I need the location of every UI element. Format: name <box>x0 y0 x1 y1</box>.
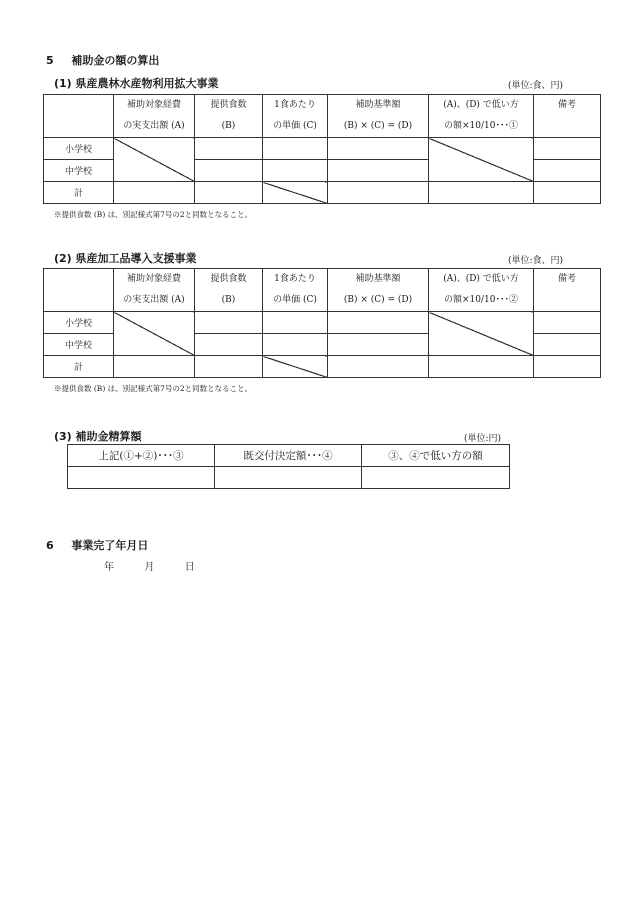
section-6-heading <box>46 537 148 553</box>
input-cell[interactable] <box>534 356 601 378</box>
header-cell: (A)、(D) で低い方 の額×10/10･･･② <box>429 269 534 312</box>
year-label: 年 <box>104 562 114 573</box>
table1-header-row <box>44 95 601 138</box>
table2-note: ※提供食数 (B) は、別記様式第7号の2と同数となること。 <box>54 384 253 393</box>
row-label: 中学校 <box>44 334 114 356</box>
table2-unit: (単位:食、円) <box>508 256 564 266</box>
input-cell[interactable] <box>215 467 362 489</box>
header-cell: 備考 <box>534 95 601 138</box>
slashed-cell <box>263 182 328 204</box>
input-cell[interactable] <box>263 138 328 160</box>
input-cell[interactable] <box>328 160 429 182</box>
header-cell: 補助対象経費 の実支出額 (A) <box>114 95 195 138</box>
table3-title: (3) 補助金精算額 <box>54 430 142 443</box>
table3-header-row <box>68 445 510 467</box>
input-cell[interactable] <box>263 312 328 334</box>
table-row <box>44 138 601 160</box>
input-cell[interactable] <box>195 334 263 356</box>
row-label: 中学校 <box>44 160 114 182</box>
input-cell[interactable] <box>195 138 263 160</box>
input-cell[interactable] <box>534 182 601 204</box>
input-cell[interactable] <box>328 138 429 160</box>
slashed-cell <box>429 312 534 356</box>
header-cell: 提供食数 (B) <box>195 95 263 138</box>
header-cell: 既交付決定額･･･④ <box>215 445 362 467</box>
table-row <box>44 356 601 378</box>
row-label: 計 <box>44 182 114 204</box>
input-cell[interactable] <box>328 334 429 356</box>
table2-header-row <box>44 269 601 312</box>
header-cell: 1食あたり の単価 (C) <box>263 269 328 312</box>
input-cell[interactable] <box>534 160 601 182</box>
slashed-cell <box>263 356 328 378</box>
input-cell[interactable] <box>263 334 328 356</box>
table2 <box>43 268 601 378</box>
input-cell[interactable] <box>429 182 534 204</box>
table1-title: (1) 県産農林水産物利用拡大事業 <box>54 77 219 90</box>
section-title: 事業完了年月日 <box>71 539 149 552</box>
input-cell[interactable] <box>534 334 601 356</box>
header-cell: 提供食数 (B) <box>195 269 263 312</box>
month-label: 月 <box>144 562 155 573</box>
header-cell: 1食あたり の単価 (C) <box>263 95 328 138</box>
header-cell: 補助基準額 (B) × (C) = (D) <box>328 95 429 138</box>
section-5-heading <box>46 52 159 68</box>
input-cell[interactable] <box>534 138 601 160</box>
section-title: 補助金の額の算出 <box>71 54 160 67</box>
table2-title: (2) 県産加工品導入支援事業 <box>54 252 197 265</box>
table1-note: ※提供食数 (B) は、別記様式第7号の2と同数となること。 <box>54 210 253 219</box>
table3 <box>67 444 510 489</box>
header-cell: ③、④で低い方の額 <box>362 445 510 467</box>
slashed-cell <box>114 312 195 356</box>
input-cell[interactable] <box>114 182 195 204</box>
input-cell[interactable] <box>362 467 510 489</box>
row-label: 小学校 <box>44 312 114 334</box>
input-cell[interactable] <box>195 356 263 378</box>
input-cell[interactable] <box>429 356 534 378</box>
header-cell: 備考 <box>534 269 601 312</box>
header-cell: 上記(①+②)･･･③ <box>68 445 215 467</box>
input-cell[interactable] <box>328 182 429 204</box>
table-row <box>44 312 601 334</box>
input-cell[interactable] <box>114 356 195 378</box>
input-cell[interactable] <box>534 312 601 334</box>
section-number: 5 <box>46 54 54 67</box>
header-cell <box>44 95 114 138</box>
completion-date <box>104 558 195 573</box>
slashed-cell <box>429 138 534 182</box>
table3-unit: (単位:円) <box>464 434 502 444</box>
header-cell: (A)、(D) で低い方 の額×10/10･･･① <box>429 95 534 138</box>
input-cell[interactable] <box>195 312 263 334</box>
section-number: 6 <box>46 539 54 552</box>
table-row <box>44 182 601 204</box>
table1 <box>43 94 601 204</box>
input-cell[interactable] <box>68 467 215 489</box>
row-label: 小学校 <box>44 138 114 160</box>
header-cell: 補助基準額 (B) × (C) = (D) <box>328 269 429 312</box>
header-cell: 補助対象経費 の実支出額 (A) <box>114 269 195 312</box>
input-cell[interactable] <box>328 312 429 334</box>
header-cell <box>44 269 114 312</box>
input-cell[interactable] <box>263 160 328 182</box>
input-cell[interactable] <box>328 356 429 378</box>
row-label: 計 <box>44 356 114 378</box>
input-cell[interactable] <box>195 182 263 204</box>
slashed-cell <box>114 138 195 182</box>
table-row <box>68 467 510 489</box>
table1-unit: (単位:食、円) <box>508 81 564 91</box>
input-cell[interactable] <box>195 160 263 182</box>
day-label: 日 <box>184 562 195 573</box>
